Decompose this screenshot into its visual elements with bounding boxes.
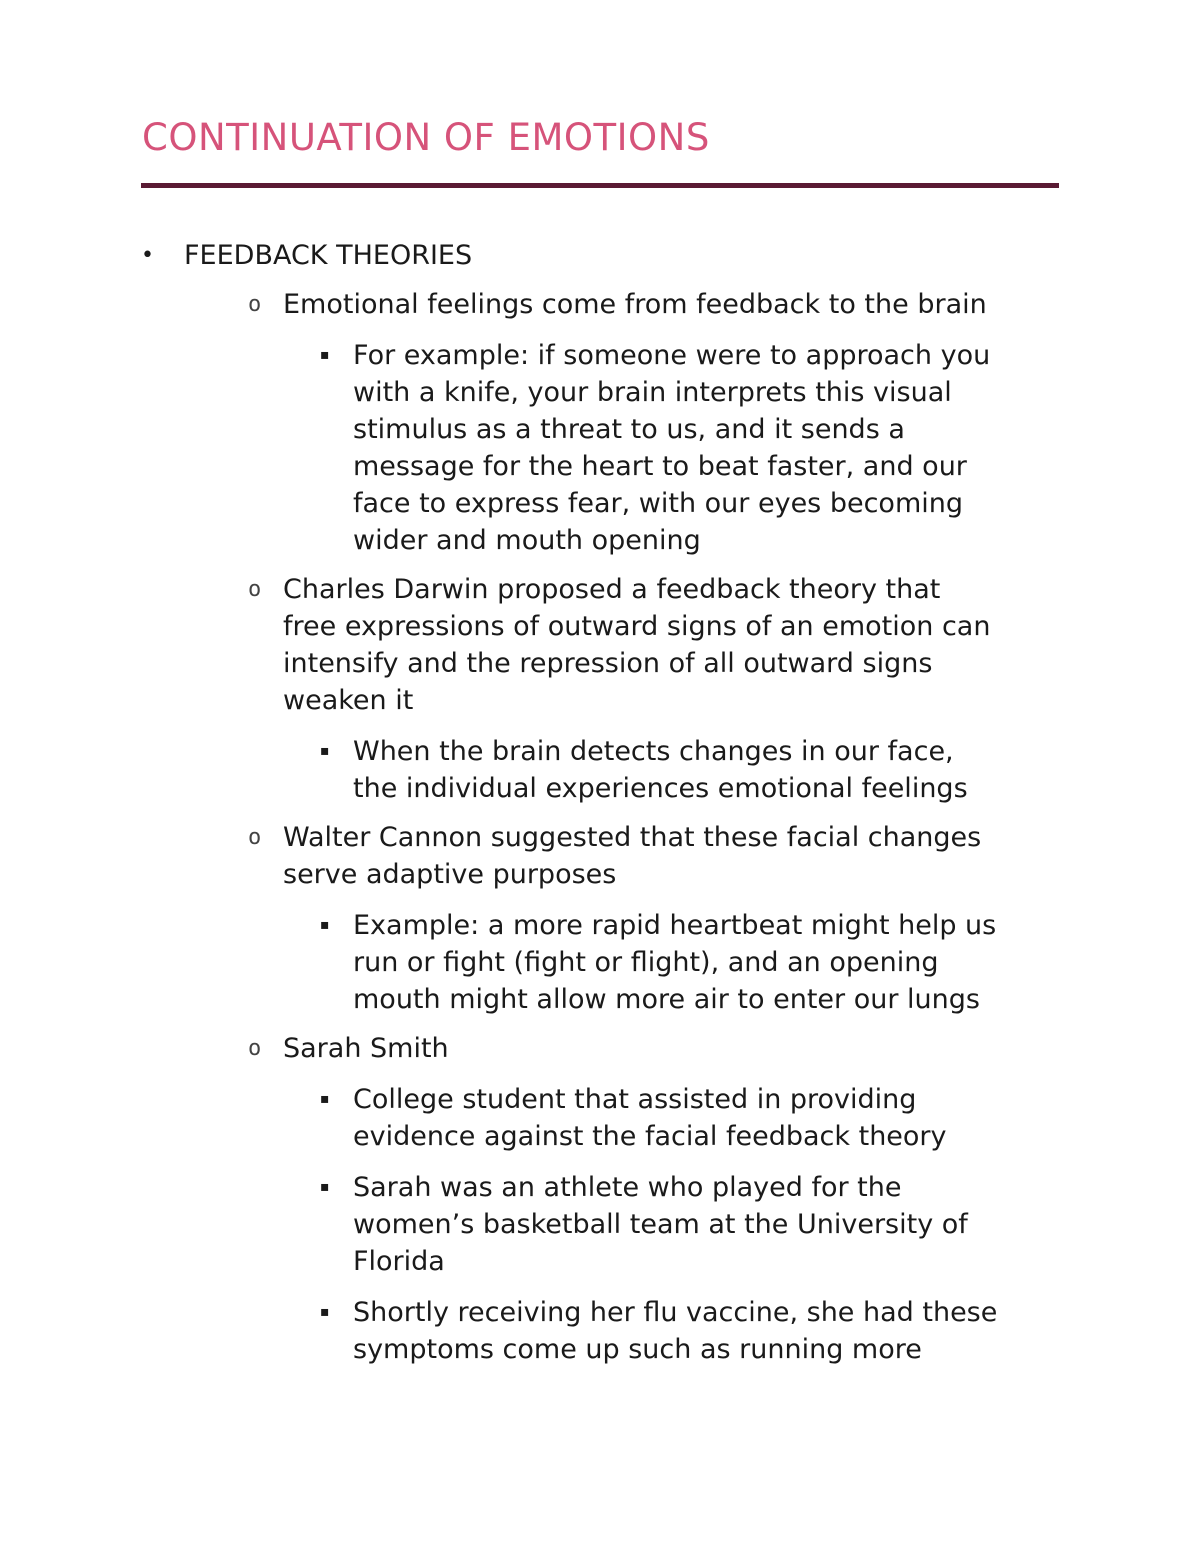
subpoint-bullet-icon: ▪ (320, 1304, 330, 1320)
subpoint-bullet-icon: ▪ (320, 1179, 330, 1195)
subpoint-line: Florida (353, 1246, 445, 1277)
point-line: Charles Darwin proposed a feedback theory that (283, 574, 941, 605)
point-bullet-icon: o (248, 1036, 262, 1061)
subpoint-line: College student that assisted in providing (353, 1084, 917, 1115)
point-line: weaken it (283, 685, 414, 716)
subpoint-line: When the brain detects changes in our face, (353, 736, 954, 767)
subpoint-bullet-icon: ▪ (320, 1091, 330, 1107)
subpoint-text (353, 1294, 997, 1368)
subpoint-text (353, 337, 990, 559)
subpoint-line: with a knife, your brain interprets this visual (353, 377, 952, 408)
subpoint-line: Example: a more rapid heartbeat might help us (353, 910, 997, 941)
subpoint-line: message for the heart to beat faster, and our (353, 451, 967, 482)
point-line: free expressions of outward signs of an emotion can (283, 611, 991, 642)
subpoint-bullet-icon: ▪ (320, 347, 330, 363)
point-bullet-icon: o (248, 292, 262, 317)
document-title: CONTINUATION OF EMOTIONS (142, 116, 710, 159)
point-line: serve adaptive purposes (283, 859, 617, 890)
section-bullet-icon: • (141, 243, 154, 268)
point-text (283, 286, 987, 323)
subpoint-line: symptoms come up such as running more (353, 1334, 922, 1365)
subpoint-bullet-icon: ▪ (320, 743, 330, 759)
subpoint-line: evidence against the facial feedback theory (353, 1121, 947, 1152)
subpoint-line: Shortly receiving her flu vaccine, she had these (353, 1297, 998, 1328)
subpoint-line: For example: if someone were to approach you (353, 340, 991, 371)
point-line: Walter Cannon suggested that these facial changes (283, 822, 982, 853)
subpoint-line: run or fight (fight or flight), and an opening (353, 947, 939, 978)
point-bullet-icon: o (248, 577, 262, 602)
subpoint-text (353, 1081, 947, 1155)
point-text (283, 571, 990, 719)
subpoint-text (353, 733, 968, 807)
subpoint-line: mouth might allow more air to enter our lungs (353, 984, 980, 1015)
subpoint-line: women’s basketball team at the University of (353, 1209, 968, 1240)
subpoint-line: wider and mouth opening (353, 525, 701, 556)
subpoint-line: stimulus as a threat to us, and it sends a (353, 414, 905, 445)
subpoint-text (353, 1169, 968, 1280)
subpoint-text (353, 907, 996, 1018)
subpoint-line: the individual experiences emotional feelings (353, 773, 968, 804)
point-line: Sarah Smith (283, 1033, 449, 1064)
section-heading: FEEDBACK THEORIES (184, 240, 473, 271)
point-text (283, 819, 981, 893)
title-underline-rule (141, 183, 1059, 188)
point-line: intensify and the repression of all outward signs (283, 648, 933, 679)
point-text (283, 1030, 449, 1067)
point-line: Emotional feelings come from feedback to the brain (283, 289, 987, 320)
subpoint-line: Sarah was an athlete who played for the (353, 1172, 902, 1203)
point-bullet-icon: o (248, 825, 262, 850)
subpoint-bullet-icon: ▪ (320, 917, 330, 933)
subpoint-line: face to express fear, with our eyes becoming (353, 488, 963, 519)
